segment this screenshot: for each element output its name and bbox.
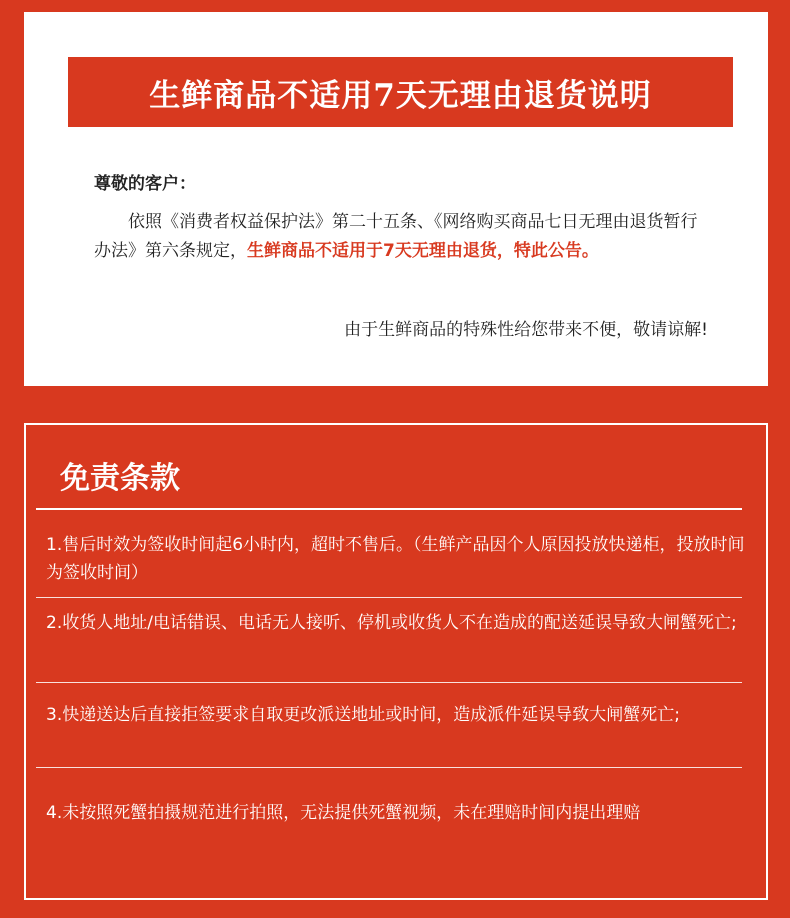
notice-body-text: 依照《消费者权益保护法》第二十五条、《网络购买商品七日无理由退货暂行办法》第六条规定， [94, 212, 698, 261]
term-item-3: 3.快递送达后直接拒签要求自取更改派送地址或时间，造成派件延误导致大闸蟹死亡; [46, 705, 680, 725]
term-divider [36, 682, 742, 683]
notice-card [24, 12, 768, 386]
term-divider [36, 767, 742, 768]
disclaimer-title: 免责条款 [60, 461, 180, 496]
disclaimer-section [24, 423, 768, 900]
term-item-1: 1.售后时效为签收时间起6小时内，超时不售后。（生鲜产品因个人原因投放快递柜，投放时间为签收时间） [46, 535, 745, 583]
term-item-4: 4.未按照死蟹拍摄规范进行拍照，无法提供死蟹视频，未在理赔时间内提出理赔 [46, 803, 641, 823]
term-item-2: 2.收货人地址/电话错误、电话无人接听、停机或收货人不在造成的配送延误导致大闸蟹死亡; [46, 613, 737, 633]
title-divider [36, 508, 742, 510]
term-divider [36, 597, 742, 598]
notice-body [94, 208, 714, 266]
apology-text: 由于生鲜商品的特殊性给您带来不便，敬请谅解! [344, 320, 708, 340]
salutation: 尊敬的客户： [94, 174, 196, 194]
notice-highlight: 生鲜商品不适用于7天无理由退货，特此公告。 [247, 241, 599, 261]
notice-title: 生鲜商品不适用7天无理由退货说明 [68, 57, 733, 127]
